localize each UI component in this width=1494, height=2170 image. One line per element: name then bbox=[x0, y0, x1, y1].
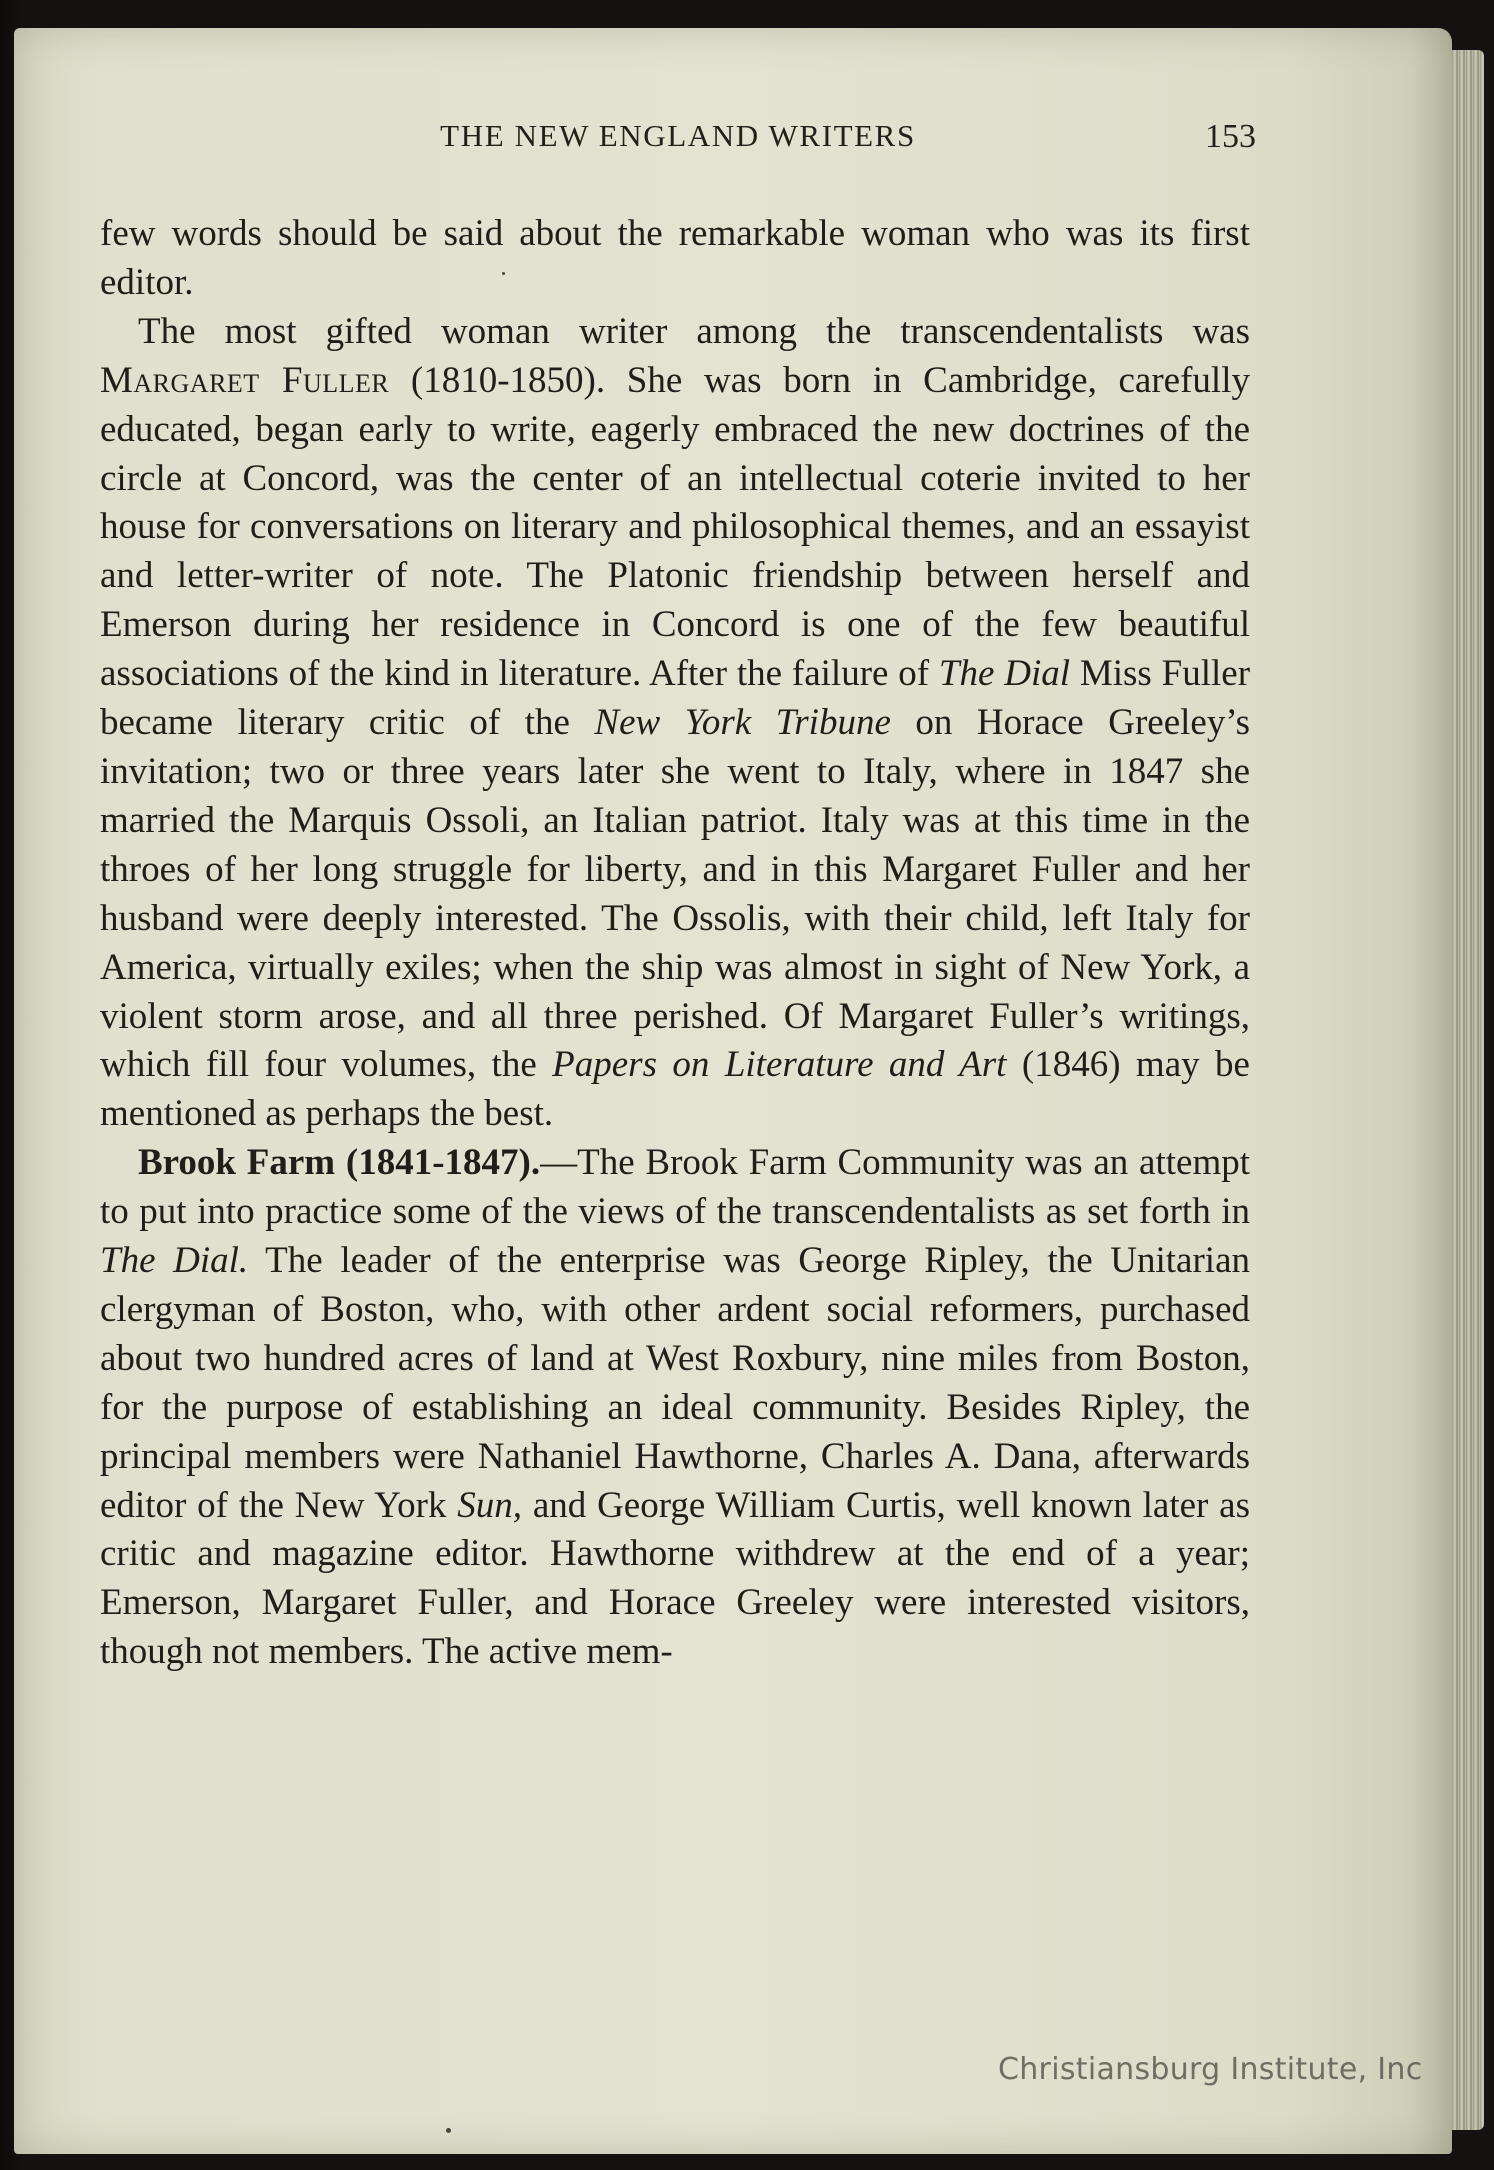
italic-title: The Dial. bbox=[100, 1240, 249, 1282]
paragraph-text: Miss Fuller became literary critic of the bbox=[100, 653, 1251, 744]
paragraph-text: few words should be said about the remarkable woman who was its first editor. bbox=[100, 213, 1250, 303]
paragraph-text: —The Brook Farm Community was an attempt to put into practice some of the views of the transcendentalists as set forth in bbox=[100, 1142, 1251, 1233]
section-heading-dates: (1841-1847). bbox=[335, 1142, 541, 1184]
paragraph-margaret-fuller bbox=[100, 308, 1250, 1139]
italic-title: New York Tribune bbox=[594, 702, 891, 744]
paragraph-text: and George William Curtis, well known later as critic and magazine editor. Hawthorne withdrew at the end of a year; Emerson, Margaret Fuller, and Horace Greeley were interested visitors, though not members. The active mem- bbox=[100, 1484, 1250, 1673]
dust-speck bbox=[502, 272, 505, 275]
dust-speck bbox=[446, 2128, 451, 2133]
person-name-small-caps: Margaret Fuller bbox=[100, 359, 390, 401]
body-text bbox=[100, 210, 1250, 1677]
page-number: 153 bbox=[1205, 118, 1256, 155]
paragraph-continuation bbox=[100, 210, 1250, 308]
paragraph-text: (1846) may be mentioned as perhaps the best. bbox=[100, 1044, 1250, 1135]
italic-title: The Dial bbox=[938, 653, 1071, 695]
paragraph-text: The leader of the enterprise was George Ripley, the Unitarian clergyman of Boston, who, with other ardent social reformers, purchased about two hundred acres of land at West Roxbury, nine miles from Boston, for the purpose of establishing an ideal community. Besides Ripley, the principal members were Nathaniel Hawthorne, Charles A. Dana, afterwards editor of the New York bbox=[100, 1240, 1251, 1526]
running-head bbox=[100, 118, 1256, 164]
italic-title: Sun, bbox=[457, 1484, 523, 1526]
paragraph-text: on Horace Greeley’s invitation; two or three years later she went to Italy, where in 1847 she married the Marquis Ossoli, an Italian patriot. Italy was at this time in the throes of her long struggle for liberty, and in this Margaret Fuller and her husband were deeply interested. The Ossolis, with their child, left Italy for America, virtually exiles; when the ship was almost in sight of New York, a violent storm arose, and all three perished. Of Margaret Fuller’s writings, which fill four volumes, the bbox=[100, 702, 1251, 1086]
paragraph-brook-farm bbox=[100, 1139, 1250, 1677]
italic-title: Papers on Literature and Art bbox=[552, 1044, 1007, 1086]
running-title: THE NEW ENGLAND WRITERS bbox=[440, 118, 916, 153]
paragraph-text: The most gifted woman writer among the transcendentalists was bbox=[138, 310, 1250, 352]
watermark: Christiansburg Institute, Inc bbox=[998, 2052, 1423, 2087]
section-heading: Brook Farm bbox=[138, 1142, 336, 1184]
paragraph-text: (1810-1850). She was born in Cambridge, carefully educated, began early to write, eagerly embraced the new doctrines of the circle at Concord, was the center of an intellectual coterie invited to her house for conversations on literary and philosophical themes, and an essayist and letter-writer of note. The Platonic friendship between herself and Emerson during her residence in Concord is one of the few beautiful associations of the kind in literature. After the failure of bbox=[100, 359, 1250, 695]
